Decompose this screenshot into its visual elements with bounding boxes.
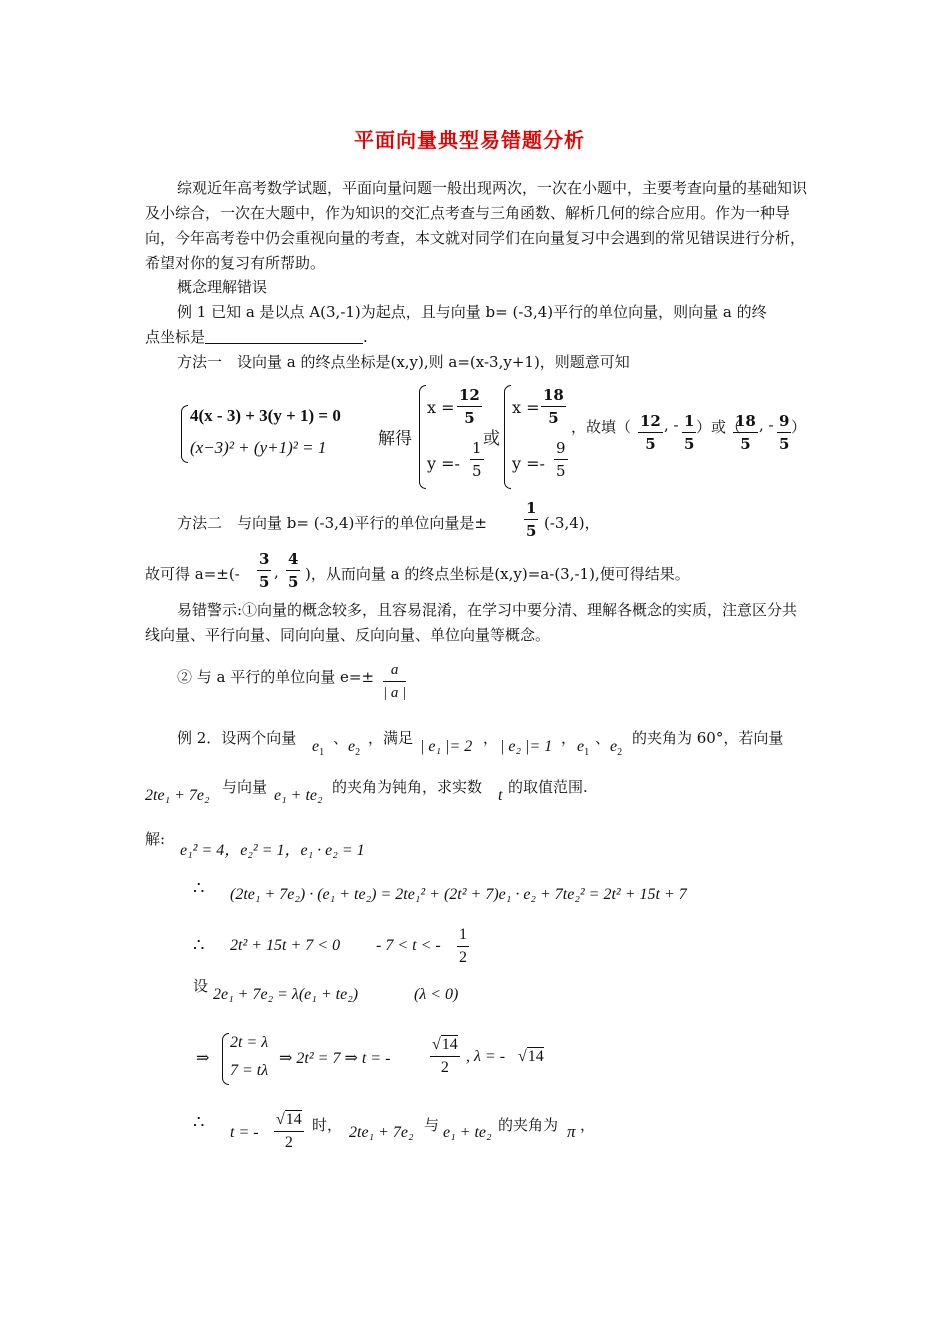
comma: , - [759,416,774,434]
x-label: x = [427,398,455,417]
fraction-12-5: $\frac{12}{5}$ [459,386,480,427]
e1-symbol: $e_1$ [577,738,590,758]
text: 的夹角为 [498,1116,559,1134]
fraction-9-5: $\frac{9}{5}$ [556,439,566,480]
t-solution: ⇒ 2t² = 7 ⇒ t = - [279,1050,391,1067]
solution-label: 解: [145,830,166,848]
lambda-eq: 2e₁ + 7e₂ = λ(e₁ + te₂) [213,986,359,1003]
therefore-symbol: ∴ [193,1112,205,1133]
unit-vector-fraction: $\frac{a}{| a |}$ [383,659,406,704]
intro-paragraph: 综观近年高考数学试题，平面向量问题一般出现两次，一次在小题中，主要考查向量的基础知识及小综合，一次在大题中，作为知识的交汇点考查与三角函数、解析几何的综合应用。作为一种导向，今年高考卷中仍会重视向量的考查，本文就对同学们在向量复习中会遇到的常见错误进行分析，希望对你的复习有所帮助。 [145,179,808,272]
text: 的取值范围. [508,778,588,796]
method2-text-end: (-3,4)， [544,514,600,532]
answer-9-5: $\frac{9}{5}$ [779,412,790,453]
brace [504,385,511,489]
pi-symbol: π [567,1122,576,1141]
fraction-4-5: $\frac{4}{5}$ [288,550,299,591]
answer-blank [205,329,363,344]
equation-1: 4(x - 3) + 3(y + 1) = 0 [190,406,341,425]
norm-e1: | e₁ |= 2 [420,738,473,755]
y-label: y =- [427,454,460,473]
answer-18-5: $\frac{18}{5}$ [735,412,756,453]
fraction-sqrt14-2: $\frac{√14}{2}$ [276,1111,302,1151]
set-label: 设 [193,977,209,995]
page-title: 平面向量典型易错题分析 [354,128,585,152]
y-label: y =- [512,454,545,473]
lambda-condition: (λ < 0) [414,986,459,1003]
fraction-1-5: $\frac{1}{5}$ [526,499,537,540]
example2-text: 例 2．设两个向量 [177,729,297,747]
answer-12-5: $\frac{12}{5}$ [640,412,661,453]
expr-e1-te2: e₁ + te₂ [274,787,323,804]
implies-symbol: ⇒ [196,1048,210,1067]
method3-text-end: )，从而向量 a 的终点坐标是(x,y)=a-(3,-1),便可得结果。 [305,565,690,583]
section-heading: 概念理解错误 [177,278,268,296]
comma: , - [664,416,679,434]
therefore-symbol: ∴ [193,935,205,956]
method1-text: 方法一 设向量 a 的终点坐标是(x,y),则 a=(x-3,y+1)，则题意可知 [177,353,630,371]
or-label: 或 [483,429,500,449]
fraction-1-5: $\frac{1}{5}$ [472,439,482,480]
paren: ） [791,418,807,436]
brace [222,1033,229,1085]
dot-product-eq: (2te₁ + 7e₂) · (e₁ + te₂) = 2te₁² + (2t² + 7)e₁ · e₂ + 7te₂² = 2t² + 15t + 7 [230,886,687,903]
t-range: - 7 < t < - [376,937,441,954]
e2-symbol: $e_2$ [348,738,361,758]
text: ， [580,1116,596,1134]
comma: , [274,563,279,581]
text: ，满足 [368,729,414,747]
solution-eq: e₁² = 4，e₂² = 1，e₁ · e₂ = 1 [180,842,365,859]
norm-e2: | e₂ |= 1 [500,738,553,755]
therefore-symbol: ∴ [193,878,205,899]
text: 的夹角为钝角，求实数 [332,778,483,796]
expr-e1-te2: e₁ + te₂ [443,1124,492,1141]
fraction-sqrt14-2: $\frac{√14}{2}$ [432,1036,458,1076]
solve-label: 解得 [378,429,412,449]
equation-2: (x−3)² + (y+1)² = 1 [190,438,327,457]
text: ， [483,729,499,747]
example1-text: 例 1 已知 a 是以点 A(3,-1)为起点，且与向量 b= (-3,4)平行的单位向量，则向量 a 的终 [177,303,767,321]
warning-2-text: ② 与 a 平行的单位向量 e=± [177,668,375,686]
text: 时， [312,1116,343,1134]
text: 、 [333,729,349,747]
t-final: t = - [230,1124,259,1141]
system-eq-2: 7 = tλ [230,1062,269,1079]
fraction-1-2: $\frac{1}{2}$ [459,926,467,966]
lambda-solution: , λ = - [466,1048,506,1065]
answer-1-5: $\frac{1}{5}$ [684,412,695,453]
example1-text-cont: 点坐标是 . [145,328,368,346]
expr-2te1-7e2: 2te₁ + 7e₂ [349,1124,414,1141]
text: 、 [595,729,611,747]
expr-2te1-7e2: 2te₁ + 7e₂ [145,787,210,804]
system-eq-1: 2t = λ [230,1034,269,1051]
method3-text: 故可得 a=±(- [145,565,240,583]
fill-label: ，故填（ [571,418,632,436]
e2-symbol: $e_2$ [610,738,623,758]
text: 的夹角为 60°，若向量 [632,729,784,747]
fraction-18-5: $\frac{18}{5}$ [543,386,564,427]
warning-paragraph: 易错警示:①向量的概念较多，且容易混淆，在学习中要分清、理解各概念的实质，注意区分共线向量、平行向量、同向向量、反向向量、单位向量等概念。 [145,601,798,644]
text: 与 [424,1116,440,1134]
t-symbol: t [498,787,503,804]
brace [181,405,188,463]
e1-symbol: $e_1$ [312,738,325,758]
brace [419,385,426,489]
text: ， [561,729,577,747]
text: 与向量 [222,778,268,796]
or-label: ）或（ [696,418,742,436]
method2-text: 方法二 与向量 b= (-3,4)平行的单位向量是± [177,514,487,532]
sqrt-14: √14 [518,1048,544,1065]
x-label: x = [512,398,540,417]
inequality: 2t² + 15t + 7 < 0 [230,937,341,954]
fraction-3-5: $\frac{3}{5}$ [259,550,270,591]
